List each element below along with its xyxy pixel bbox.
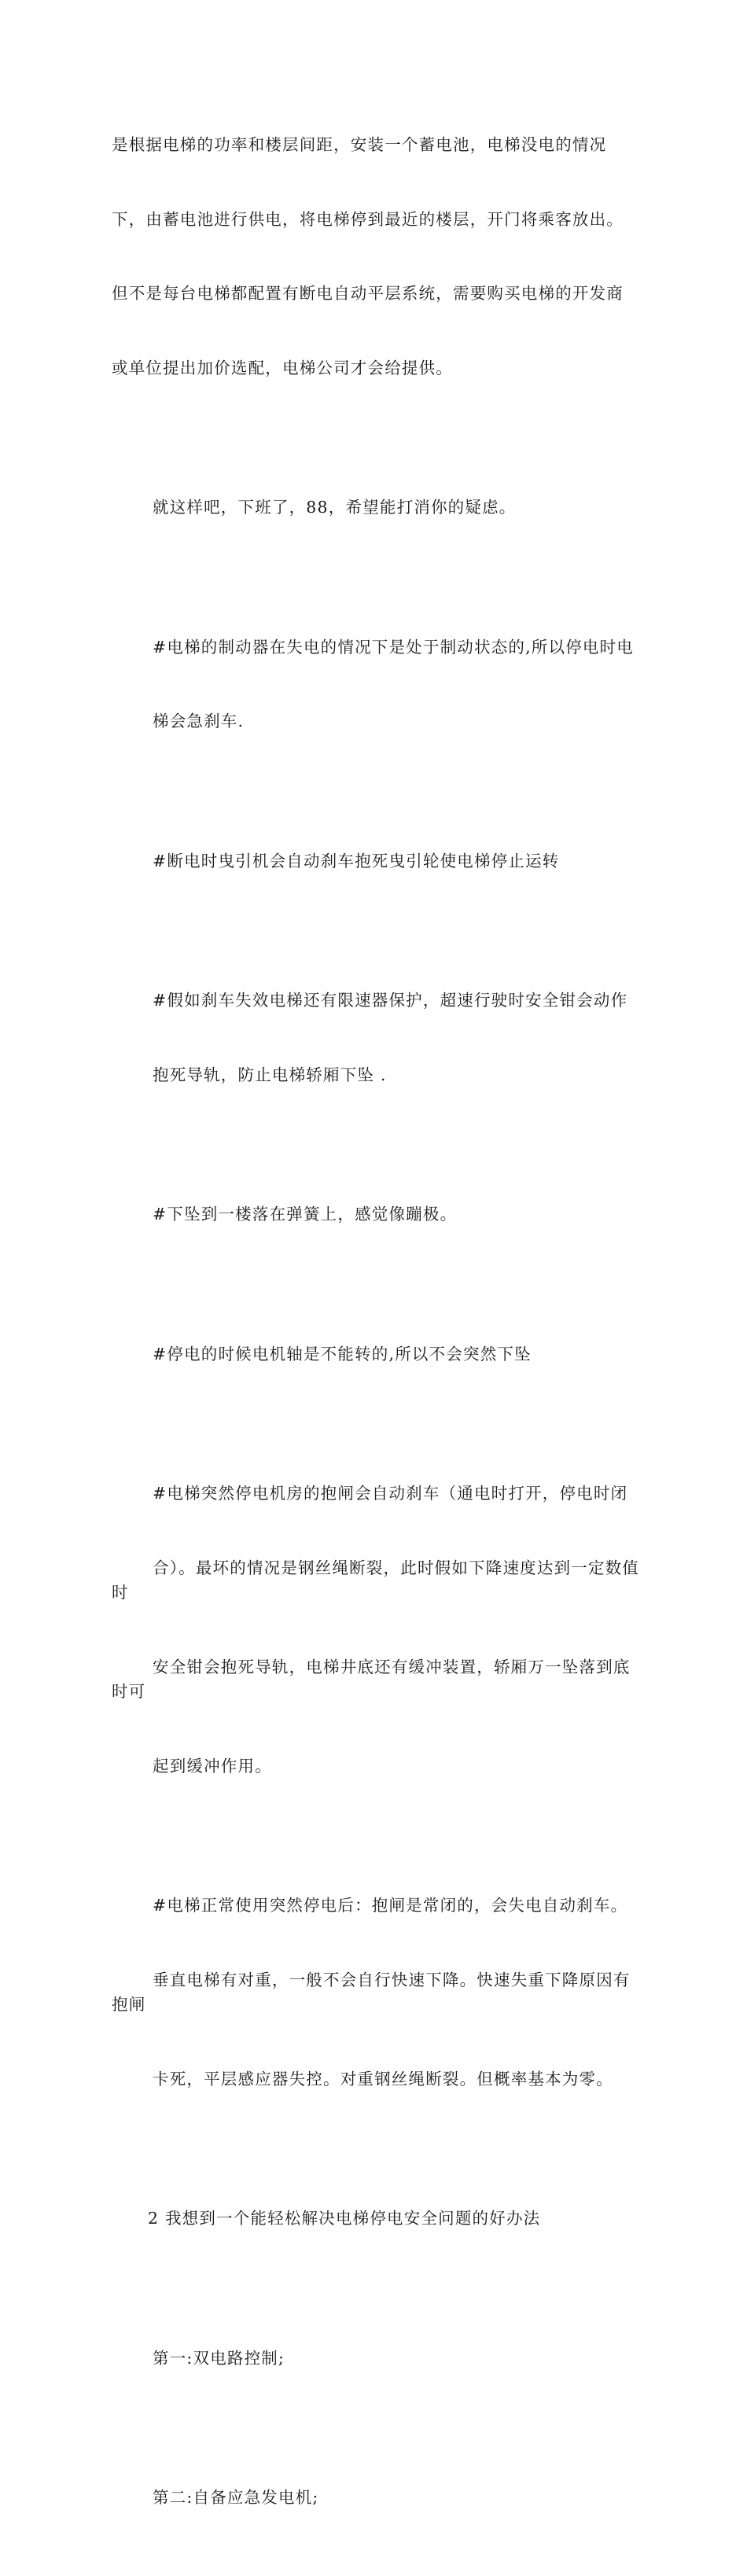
text-line: 就这样吧，下班了，88，希望能打消你的疑虑。 [153,498,517,517]
section-heading-solution [112,2157,640,2281]
text-line: #停电的时候电机轴是不能转的,所以不会突然下坠 [153,1344,532,1363]
text-line: 抱死导轨，防止电梯轿厢下坠 . [153,1065,387,1084]
document-page [112,83,640,2576]
text-line: 卡死，平层感应器失控。对重钢丝绳断裂。但概率基本为零。 [153,2069,613,2088]
paragraph-normal-use-outage [112,1844,640,2141]
text-line: #假如刹车失效电梯还有限速器保护，超速行驶时安全钳会动作 [153,991,628,1010]
text-line: 但不是每台电梯都配置有断电自动平层系统，需要购买电梯的开发商 [112,284,624,303]
text-line: #断电时曳引机会自动刹车抱死曳引轮使电梯停止运转 [153,851,560,870]
text-line: 安全钳会抱死导轨，电梯井底还有缓冲装置，轿厢万一坠落到底时可 [112,1657,631,1701]
text-line: 第一:双电路控制; [153,2348,285,2368]
paragraph-brake-power-loss [112,586,640,784]
text-line: 垂直电梯有对重，一般不会自行快速下降。快速失重下降原因有抱闸 [112,1970,631,2014]
list-item-dual-circuit [112,2297,640,2421]
text-line: 合）。最坏的情况是钢丝绳断裂，此时假如下降速度达到一定数值时 [112,1558,640,1602]
text-line: 下，由蓄电池进行供电，将电梯停到最近的楼层，开门将乘客放出。 [112,209,624,229]
list-item-generator [112,2436,640,2560]
paragraph-traction-machine [112,800,640,924]
paragraph-closing-remark [112,446,640,570]
text-line: #电梯的制动器在失电的情况下是处于制动状态的,所以停电时电 [153,637,634,657]
paragraph-speed-limiter [112,939,640,1137]
text-line: 或单位提出加价选配，电梯公司才会给提供。 [112,358,453,377]
text-line: #电梯正常使用突然停电后：抱闸是常闭的，会失电自动刹车。 [153,1896,628,1915]
text-line: 是根据电梯的功率和楼层间距，安装一个蓄电池，电梯没电的情况 [112,135,607,154]
paragraph-motor-shaft [112,1293,640,1417]
text-line: 起到缓冲作用。 [153,1756,272,1776]
text-line: 梯会急刹车. [153,712,245,730]
text-line: 第二:自备应急发电机; [153,2488,319,2507]
text-line: #电梯突然停电机房的抱闸会自动刹车（通电时打开，停电时闭 [153,1484,628,1503]
paragraph-machine-room-brake [112,1432,640,1828]
paragraph-spring-buffer [112,1153,640,1277]
text-line: 2 我想到一个能轻松解决电梯停电安全问题的好办法 [148,2209,541,2228]
paragraph-backup-battery [112,83,640,430]
text-line: #下坠到一楼落在弹簧上，感觉像蹦极。 [153,1205,458,1224]
